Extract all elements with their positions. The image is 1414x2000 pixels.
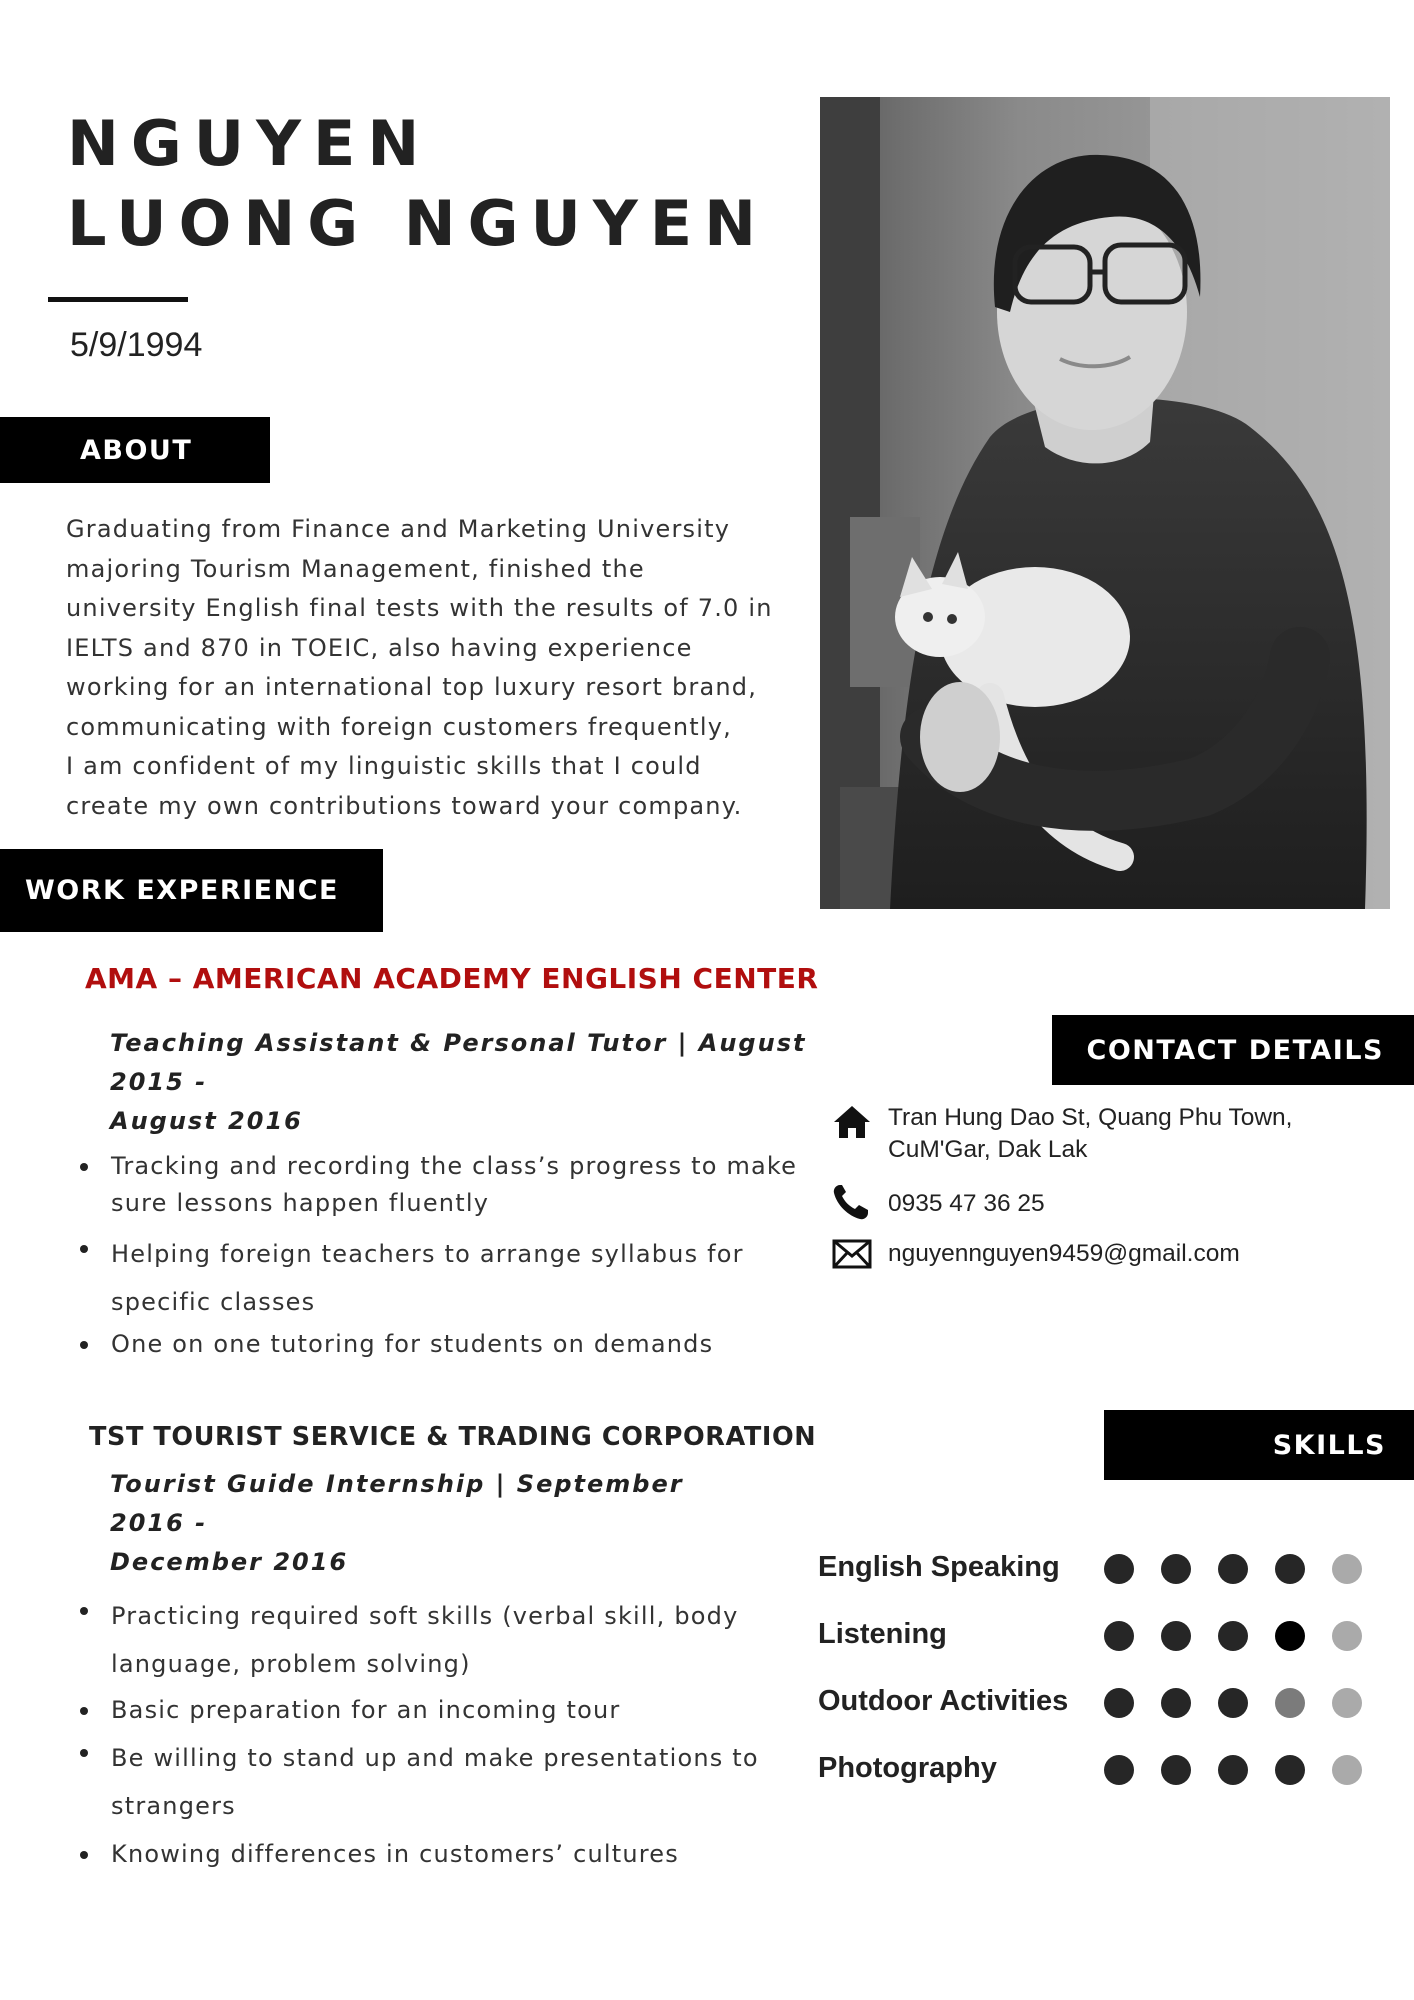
rating-dot-filled: [1161, 1621, 1191, 1651]
about-line: create my own contributions toward your company.: [66, 791, 743, 820]
job-role-line: August 2016: [110, 1107, 303, 1135]
rating-dot-filled: [1275, 1621, 1305, 1651]
date-of-birth: 5/9/1994: [70, 326, 203, 364]
profile-photo: [820, 97, 1390, 909]
about-text: [66, 510, 801, 826]
contact-phone: [830, 1182, 1045, 1222]
name-line-1: NGUYEN: [67, 107, 432, 180]
skills-section-label: SKILLS: [1104, 1410, 1414, 1480]
rating-dot-empty: [1332, 1554, 1362, 1584]
skill-name: English Speaking: [818, 1551, 1060, 1583]
list-item-line: specific classes: [111, 1288, 316, 1316]
job-role: [110, 1024, 860, 1141]
list-item-line: One on one tutoring for students on demands: [111, 1330, 714, 1358]
work-experience-section-label: WORK EXPERIENCE: [0, 849, 383, 932]
skill-name: Listening: [818, 1618, 947, 1650]
list-item: [80, 1692, 800, 1729]
about-line: working for an international top luxury resort brand,: [66, 673, 758, 701]
skill-rating: [1104, 1621, 1362, 1651]
list-item: [80, 1148, 800, 1222]
address-line: CuM'Gar, Dak Lak: [888, 1136, 1088, 1163]
email-address[interactable]: nguyennguyen9459@gmail.com: [888, 1240, 1240, 1267]
contact-address: [830, 1102, 1293, 1166]
rating-dot-empty: [1332, 1621, 1362, 1651]
company-name: TST TOURIST SERVICE & TRADING CORPORATION: [89, 1422, 817, 1452]
list-item-line: Be willing to stand up and make presentations to: [111, 1744, 759, 1772]
profile-photo-illustration: [820, 97, 1390, 909]
rating-dot-filled: [1218, 1755, 1248, 1785]
job-role-line: December 2016: [110, 1548, 349, 1576]
rating-dot-filled: [1161, 1554, 1191, 1584]
list-item: [80, 1326, 800, 1363]
about-line: Graduating from Finance and Marketing University: [66, 515, 731, 543]
address-line: Tran Hung Dao St, Quang Phu Town,: [888, 1104, 1293, 1131]
contact-email: [830, 1234, 1240, 1274]
list-item-line: strangers: [111, 1792, 236, 1820]
about-section-label: ABOUT: [0, 417, 270, 483]
rating-dot-filled: [1275, 1755, 1305, 1785]
skill-rating: [1104, 1554, 1362, 1584]
rating-dot-filled: [1275, 1554, 1305, 1584]
company-name: AMA – AMERICAN ACADEMY ENGLISH CENTER: [85, 962, 819, 995]
phone-icon: [830, 1182, 874, 1222]
name-underline: [48, 297, 188, 302]
rating-dot-filled: [1218, 1554, 1248, 1584]
skill-rating: [1104, 1688, 1362, 1718]
list-item-line: language, problem solving): [111, 1650, 471, 1678]
list-item: [80, 1230, 800, 1326]
list-item: [80, 1836, 800, 1873]
rating-dot-empty: [1332, 1688, 1362, 1718]
envelope-icon: [830, 1234, 874, 1274]
job-role: [110, 1465, 750, 1582]
about-line: IELTS and 870 in TOEIC, also having experience: [66, 633, 693, 662]
rating-dot-filled: [1161, 1688, 1191, 1718]
skill-name: Outdoor Activities: [818, 1685, 1069, 1717]
list-item-line: Practicing required soft skills (verbal skill, body: [111, 1602, 739, 1630]
job-role-line: Teaching Assistant & Personal Tutor | August 2015 -: [110, 1029, 807, 1096]
about-line: I am confident of my linguistic skills that I could: [66, 752, 702, 780]
job-role-line: Tourist Guide Internship | September 2016 -: [110, 1470, 684, 1537]
rating-dot-partial: [1275, 1688, 1305, 1718]
list-item-line: Basic preparation for an incoming tour: [111, 1696, 621, 1724]
list-item: [80, 1592, 800, 1688]
about-line: university English final tests with the results of 7.0 in: [66, 594, 773, 622]
rating-dot-filled: [1218, 1621, 1248, 1651]
full-name: [67, 104, 768, 264]
rating-dot-filled: [1104, 1554, 1134, 1584]
about-line: communicating with foreign customers frequently,: [66, 712, 732, 741]
rating-dot-empty: [1332, 1755, 1362, 1785]
skill-rating: [1104, 1755, 1362, 1785]
list-item-line: Knowing differences in customers’ cultures: [111, 1840, 679, 1868]
name-line-2: LUONG NGUYEN: [67, 187, 768, 260]
rating-dot-filled: [1104, 1621, 1134, 1651]
phone-number[interactable]: 0935 47 36 25: [888, 1190, 1045, 1217]
list-item-line: Helping foreign teachers to arrange syllabus for: [111, 1240, 744, 1268]
skill-name: Photography: [818, 1752, 997, 1784]
rating-dot-filled: [1104, 1755, 1134, 1785]
list-item-line: Tracking and recording the class’s progress to make: [111, 1152, 798, 1180]
rating-dot-filled: [1104, 1688, 1134, 1718]
about-line: majoring Tourism Management, finished the: [66, 554, 645, 583]
list-item: [80, 1734, 800, 1830]
rating-dot-filled: [1161, 1755, 1191, 1785]
home-icon: [830, 1102, 874, 1142]
rating-dot-filled: [1218, 1688, 1248, 1718]
list-item-line: sure lessons happen fluently: [111, 1189, 490, 1217]
contact-details-section-label: CONTACT DETAILS: [1052, 1015, 1414, 1085]
